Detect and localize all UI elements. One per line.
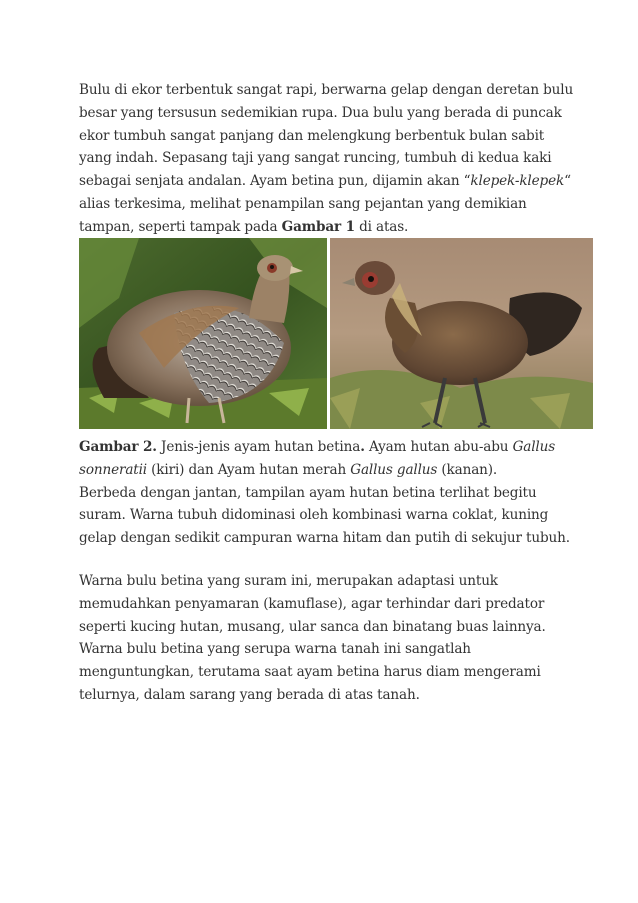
caption-line-4: suram. Warna tubuh didominasi oleh kombinasi warna coklat, kuning xyxy=(79,507,549,524)
intro-paragraph xyxy=(79,79,574,239)
species-gallus-gallus: Gallus gallus xyxy=(350,461,438,478)
adaptation-line-6: telurnya, dalam sarang yang berada di atas tanah. xyxy=(79,686,420,703)
caption-line-3: Berbeda dengan jantan, tampilan ayam hutan betina terlihat begitu xyxy=(79,484,537,501)
adaptation-line-2: memudahkan penyamaran (kamuflase), agar terhindar dari predator xyxy=(79,595,545,612)
intro-line-7-text: tampan, seperti tampak pada xyxy=(79,218,282,235)
intro-line-7 xyxy=(79,216,559,239)
caption-line-1-dot: . xyxy=(360,439,365,455)
intro-line-7-end: di atas. xyxy=(354,218,409,235)
caption-line-2-mid: (kiri) dan Ayam hutan merah xyxy=(146,461,351,478)
caption-line-5: gelap dengan sedikit campuran warna hitam dan putih di sekujur tubuh. xyxy=(79,530,570,547)
caption-line-1 xyxy=(79,436,559,459)
intro-line-6: alias terkesima, melihat penampilan sang pejantan yang demikian xyxy=(79,195,527,212)
intro-line-5-text: sebagai senjata andalan. Ayam betina pun, dijamin akan “ xyxy=(79,173,471,190)
caption-line-1-rest: Ayam hutan abu-abu xyxy=(364,439,513,455)
intro-line-4: yang indah. Sepasang taji yang sangat runcing, tumbuh di kedua kaki xyxy=(79,150,552,167)
adaptation-line-4: Warna bulu betina yang serupa warna tanah ini sangatlah xyxy=(79,641,471,658)
caption-line-1-text: Jenis-jenis ayam hutan betina xyxy=(156,439,361,455)
intro-line-5-quote: “ xyxy=(564,173,571,190)
grey-junglefowl-hen-photo xyxy=(79,238,327,429)
adaptation-paragraph xyxy=(79,570,559,707)
adaptation-line-1: Warna bulu betina yang suram ini, merupakan adaptasi untuk xyxy=(79,573,498,589)
intro-line-2: besar yang tersusun sedemikian rupa. Dua bulu yang berada di puncak xyxy=(79,104,562,121)
adaptation-line-5: menguntungkan, terutama saat ayam betina harus diam mengerami xyxy=(79,664,541,681)
figure-2-photos xyxy=(79,238,593,429)
intro-line-1: Bulu di ekor terbentuk sangat rapi, berwarna gelap dengan deretan bulu xyxy=(79,82,574,98)
red-junglefowl-hen-photo xyxy=(330,238,593,429)
caption-line-2-end: (kanan). xyxy=(437,461,498,478)
red-junglefowl-illustration xyxy=(330,238,593,429)
genus-name: Gallus xyxy=(512,439,556,455)
intro-line-3: ekor tumbuh sangat panjang dan melengkung berbentuk bulan sabit xyxy=(79,127,545,144)
intro-line-5 xyxy=(79,170,571,193)
caption-line-2 xyxy=(79,459,559,482)
caption-paragraph xyxy=(79,436,570,550)
adaptation-line-3: seperti kucing hutan, musang, ular sanca dan binatang buas lainnya. xyxy=(79,618,546,635)
figure-reference: Gambar 1 xyxy=(281,218,355,235)
klepek-term: klepek-klepek xyxy=(470,173,565,190)
figure-label: Gambar 2. xyxy=(79,439,157,455)
grey-junglefowl-illustration xyxy=(79,238,327,429)
species-sonneratii: sonneratii xyxy=(79,461,147,478)
